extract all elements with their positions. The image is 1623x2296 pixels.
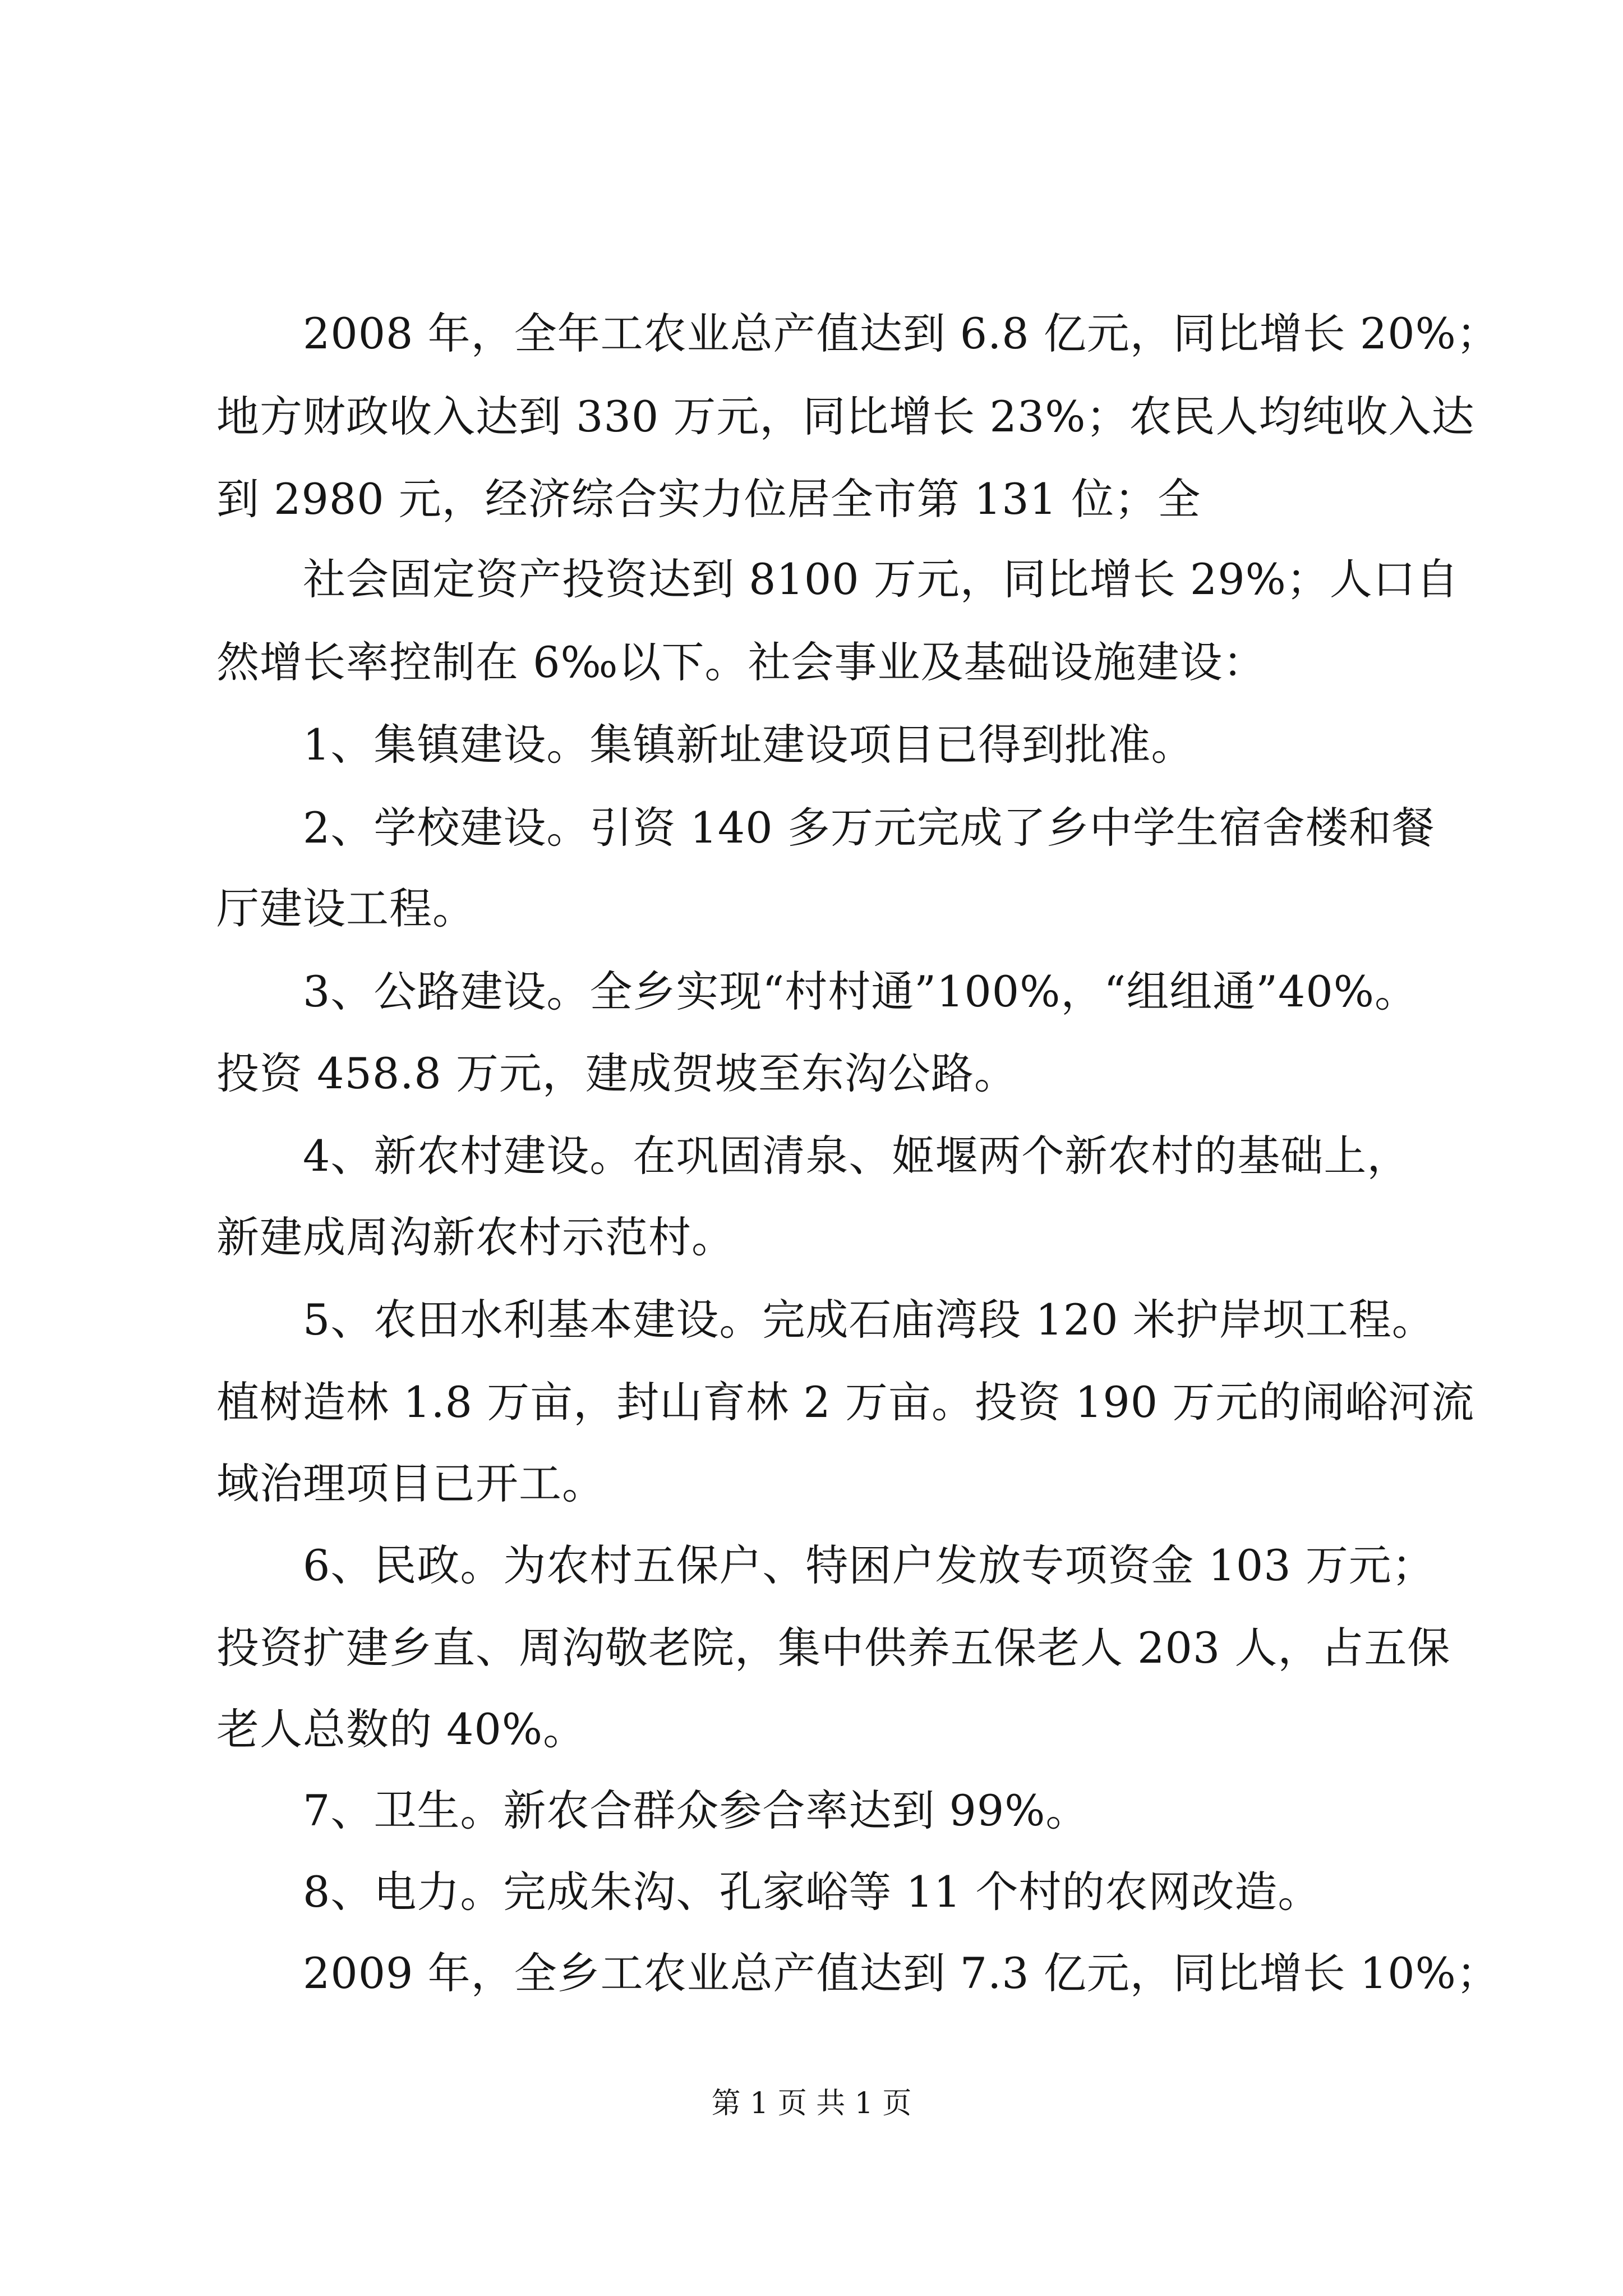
text-line: 7、卫生。新农合群众参合率达到 99%。 — [303, 1786, 1089, 1835]
page-number-footer: 第 1 页 共 1 页 — [711, 2087, 912, 2120]
text-line: 植树造林 1.8 万亩，封山育林 2 万亩。投资 190 万元的闹峪河流 — [216, 1377, 1475, 1427]
text-line: 4、新农村建设。在巩固清泉、姬堰两个新农村的基础上， — [303, 1131, 1410, 1181]
text-line: 域治理项目已开工。 — [216, 1458, 605, 1508]
text-line: 2008 年，全年工农业总产值达到 6.8 亿元，同比增长 20%； — [303, 309, 1500, 358]
text-line: 投资 458.8 万元，建成贺坡至东沟公路。 — [216, 1048, 1017, 1098]
text-line: 3、公路建设。全乡实现“村村通”100%，“组组通”40%。 — [303, 967, 1418, 1016]
text-line: 地方财政收入达到 330 万元，同比增长 23%；农民人均纯收入达 — [216, 392, 1475, 441]
text-line: 社会固定资产投资达到 8100 万元，同比增长 29%；人口自 — [303, 554, 1459, 604]
text-line: 投资扩建乡直、周沟敬老院，集中供养五保老人 203 人，占五保 — [216, 1623, 1451, 1673]
text-line: 5、农田水利基本建设。完成石庙湾段 120 米护岸坝工程。 — [303, 1295, 1435, 1345]
text-line: 到 2980 元，经济综合实力位居全市第 131 位；全 — [216, 474, 1201, 524]
text-line: 厅建设工程。 — [216, 884, 476, 933]
text-line: 2、学校建设。引资 140 多万元完成了乡中学生宿舍楼和餐 — [303, 803, 1435, 853]
text-line: 2009 年，全乡工农业总产值达到 7.3 亿元，同比增长 10%； — [303, 1948, 1500, 1998]
text-line: 新建成周沟新农村示范村。 — [216, 1212, 735, 1262]
text-line: 1、集镇建设。集镇新址建设项目已得到批准。 — [303, 720, 1195, 770]
text-line: 然增长率控制在 6‰以下。社会事业及基础设施建设： — [216, 637, 1266, 687]
text-line: 6、民政。为农村五保户、特困户发放专项资金 103 万元； — [303, 1540, 1435, 1590]
text-line: 老人总数的 40%。 — [216, 1704, 587, 1754]
text-line: 8、电力。完成朱沟、孔家峪等 11 个村的农网改造。 — [303, 1867, 1321, 1917]
